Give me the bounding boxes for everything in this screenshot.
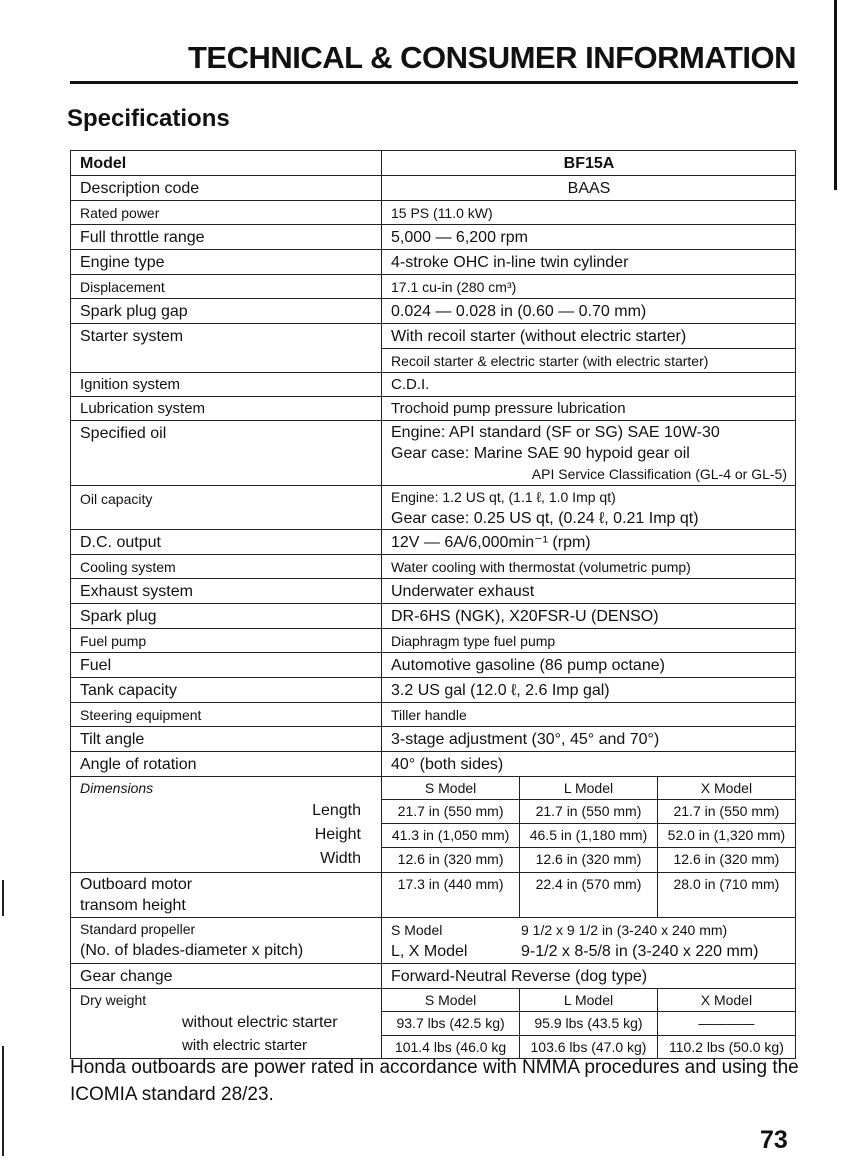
row-label: Full throttle range [71, 225, 382, 250]
row-label: Oil capacity [71, 486, 382, 530]
dry-weight-without-label: without electric starter [182, 1013, 338, 1031]
table-row-dry-weight [71, 988, 796, 1058]
table-row-fuel [71, 653, 796, 678]
propeller-lx-value: 9-1/2 x 8-5/8 in (3-240 x 220 mm) [521, 942, 759, 960]
table-row-lubrication [71, 397, 796, 421]
page-edge-line [834, 0, 837, 190]
dw-value: 95.9 lbs (43.5 kg) [520, 1011, 658, 1035]
dw-value: 110.2 lbs (50.0 kg) [657, 1035, 795, 1058]
dw-value: 93.7 lbs (42.5 kg) [382, 1011, 520, 1035]
transom-value: 22.4 in (570 mm) [520, 873, 658, 917]
table-row-starter-system [71, 324, 796, 349]
table-row-spark-plug [71, 604, 796, 629]
page-title: TECHNICAL & CONSUMER INFORMATION [188, 40, 796, 75]
table-row-specified-oil [71, 421, 796, 486]
specifications-table [70, 150, 796, 1059]
section-heading: Specifications [67, 105, 230, 132]
row-value: BAAS [382, 176, 796, 201]
row-value: Trochoid pump pressure lubrication [382, 397, 796, 421]
propeller-lx-model: L, X Model [391, 942, 468, 960]
row-label: Angle of rotation [71, 752, 382, 777]
row-value: 4-stroke OHC in-line twin cylinder [382, 250, 796, 275]
oil-engine: Engine: API standard (SF or SG) SAE 10W-30 [391, 424, 720, 441]
dim-header-l: L Model [520, 777, 658, 800]
row-value: 12V — 6A/6,000min⁻¹ (rpm) [382, 530, 796, 555]
table-row-ignition [71, 373, 796, 397]
transom-value: 28.0 in (710 mm) [657, 873, 795, 917]
dim-header-s: S Model [382, 777, 520, 800]
row-label: Lubrication system [71, 397, 382, 421]
propeller-s-value: 9 1/2 x 9 1/2 in (3-240 x 240 mm) [521, 921, 728, 938]
dim-value: 41.3 in (1,050 mm) [382, 824, 520, 848]
row-value: 5,000 — 6,200 rpm [382, 225, 796, 250]
row-value: With recoil starter (without electric starter) [382, 324, 796, 349]
row-value: 3.2 US gal (12.0 ℓ, 2.6 Imp gal) [382, 678, 796, 703]
row-label: Tank capacity [71, 678, 382, 703]
dim-header-x: X Model [657, 777, 795, 800]
row-label: Fuel pump [71, 629, 382, 653]
row-label: Spark plug gap [71, 299, 382, 324]
row-label: Starter system [71, 324, 382, 373]
dim-value: 52.0 in (1,320 mm) [657, 824, 795, 848]
row-value: DR-6HS (NGK), X20FSR-U (DENSO) [382, 604, 796, 629]
row-label: Engine type [71, 250, 382, 275]
row-value-alt: Recoil starter & electric starter (with electric starter) [382, 349, 796, 373]
dim-value: 12.6 in (320 mm) [657, 848, 795, 872]
table-row-oil-capacity [71, 486, 796, 530]
dw-value: 103.6 lbs (47.0 kg) [520, 1035, 658, 1058]
row-label: Displacement [71, 275, 382, 299]
row-label: Specified oil [71, 421, 382, 486]
row-label: Tilt angle [71, 727, 382, 752]
model-value: BF15A [382, 151, 796, 176]
table-row-model [71, 151, 796, 176]
row-label: Steering equipment [71, 703, 382, 727]
oil-capacity-gear: Gear case: 0.25 US qt, (0.24 ℓ, 0.21 Imp qt) [391, 510, 699, 527]
table-row-angle-rotation [71, 752, 796, 777]
row-value: C.D.I. [382, 373, 796, 397]
row-value: 15 PS (11.0 kW) [382, 201, 796, 225]
dim-value: 21.7 in (550 mm) [657, 800, 795, 824]
row-label: Cooling system [71, 555, 382, 579]
dw-header-s: S Model [382, 989, 520, 1012]
dry-weight-grid [382, 989, 795, 1058]
table-row-propeller [71, 917, 796, 963]
row-value: Diaphragm type fuel pump [382, 629, 796, 653]
table-row-transom [71, 872, 796, 917]
model-label: Model [71, 151, 382, 176]
table-row-gear-change [71, 963, 796, 988]
dim-value: 46.5 in (1,180 mm) [520, 824, 658, 848]
dim-value: 21.7 in (550 mm) [520, 800, 658, 824]
dry-weight-with-label: with electric starter [182, 1036, 308, 1054]
scan-margin-mark [2, 880, 4, 916]
dw-value: 101.4 lbs (46.0 kg [382, 1035, 520, 1058]
table-row-fuel-pump [71, 629, 796, 653]
page-number: 73 [760, 1126, 788, 1154]
row-value: Tiller handle [382, 703, 796, 727]
row-label: Ignition system [71, 373, 382, 397]
transom-label-2: transom height [80, 896, 186, 914]
table-row-cooling [71, 555, 796, 579]
row-label: Exhaust system [71, 579, 382, 604]
dw-header-x: X Model [657, 989, 795, 1012]
oil-gear-case: Gear case: Marine SAE 90 hypoid gear oil [391, 445, 690, 462]
propeller-s-model: S Model [391, 921, 443, 938]
row-value: 3-stage adjustment (30°, 45° and 70°) [382, 727, 796, 752]
dim-value: 21.7 in (550 mm) [382, 800, 520, 824]
dw-value: ———— [657, 1011, 795, 1035]
row-value: 40° (both sides) [382, 752, 796, 777]
propeller-label-1: Standard propeller [80, 920, 196, 937]
row-value: 0.024 — 0.028 in (0.60 — 0.70 mm) [382, 299, 796, 324]
dim-value: 12.6 in (320 mm) [382, 848, 520, 872]
propeller-label-2: (No. of blades-diameter x pitch) [80, 941, 304, 959]
dimensions-label: Dimensions [80, 780, 154, 796]
table-row-tank-capacity [71, 678, 796, 703]
dimension-width-label: Width [320, 850, 361, 867]
table-row-steering [71, 703, 796, 727]
dw-header-l: L Model [520, 989, 658, 1012]
dimension-length-label: Length [312, 802, 361, 819]
scan-margin-mark [2, 1046, 4, 1156]
row-value: 17.1 cu-in (280 cm³) [382, 275, 796, 299]
dimension-height-label: Height [314, 826, 361, 843]
table-row-dimensions [71, 777, 796, 873]
row-label: Rated power [71, 201, 382, 225]
table-row-engine-type [71, 250, 796, 275]
title-rule [70, 81, 798, 84]
table-row-tilt-angle [71, 727, 796, 752]
table-row-spark-plug-gap [71, 299, 796, 324]
row-value: Automotive gasoline (86 pump octane) [382, 653, 796, 678]
row-label: Gear change [71, 963, 382, 988]
transom-label-1: Outboard motor [80, 875, 193, 893]
row-value: Water cooling with thermostat (volumetric pump) [382, 555, 796, 579]
row-label: D.C. output [71, 530, 382, 555]
dim-value: 12.6 in (320 mm) [520, 848, 658, 872]
table-row-rated-power [71, 201, 796, 225]
table-row-displacement [71, 275, 796, 299]
transom-value: 17.3 in (440 mm) [382, 873, 520, 917]
table-row-dc-output [71, 530, 796, 555]
footer-note: Honda outboards are power rated in accordance with NMMA procedures and using the ICOMIA standard 28/23. [70, 1057, 799, 1105]
dry-weight-label: Dry weight [80, 991, 147, 1008]
row-label: Fuel [71, 653, 382, 678]
row-label: Spark plug [71, 604, 382, 629]
row-label: Description code [71, 176, 382, 201]
oil-capacity-engine: Engine: 1.2 US qt, (1.1 ℓ, 1.0 Imp qt) [391, 489, 616, 505]
table-row-exhaust [71, 579, 796, 604]
table-row-description-code [71, 176, 796, 201]
oil-classification: API Service Classification (GL-4 or GL-5) [531, 466, 787, 482]
transom-grid [382, 873, 795, 917]
row-value: Forward-Neutral Reverse (dog type) [382, 963, 796, 988]
table-row-full-throttle [71, 225, 796, 250]
row-value: Underwater exhaust [382, 579, 796, 604]
dimensions-grid [382, 777, 795, 872]
